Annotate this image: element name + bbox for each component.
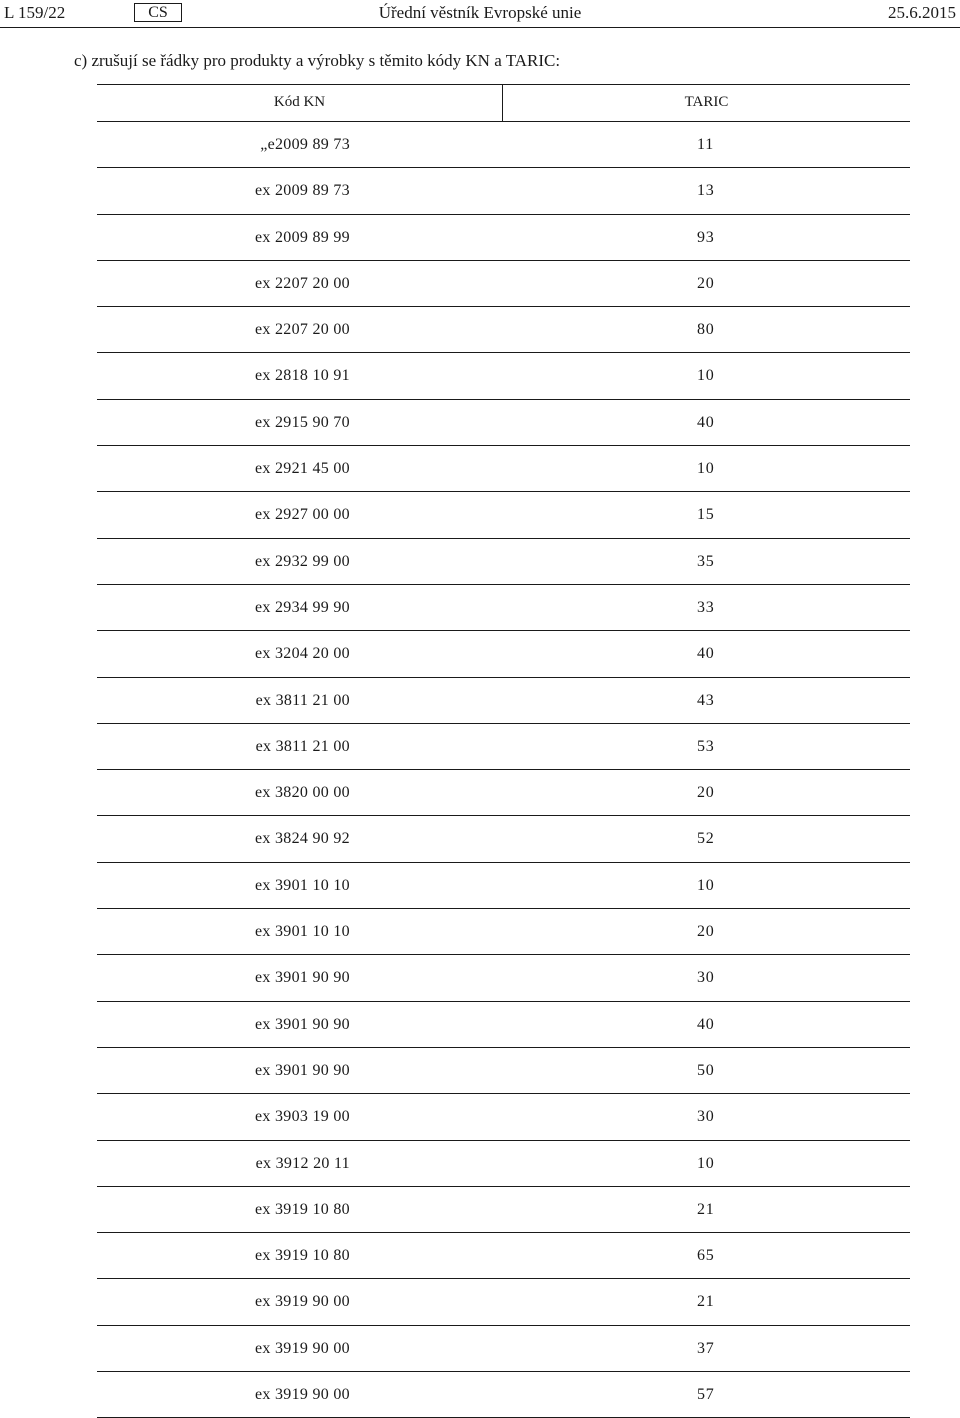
table-row bbox=[97, 215, 910, 261]
kn-code-cell: ex 3901 90 90 bbox=[254, 1015, 350, 1033]
kn-code-cell: ex 2934 99 90 bbox=[254, 598, 350, 616]
table-row bbox=[97, 724, 910, 770]
kn-code-cell: ex 3824 90 92 bbox=[254, 830, 350, 848]
table-row bbox=[97, 307, 910, 353]
taric-code-cell: 10 bbox=[697, 367, 715, 385]
kn-code-cell: ex 3204 20 00 bbox=[254, 645, 350, 663]
kn-code-cell: ex 2009 89 99 bbox=[254, 228, 350, 246]
table-row bbox=[97, 909, 910, 955]
table-row bbox=[97, 678, 910, 724]
kn-code-cell: ex 3919 10 80 bbox=[254, 1200, 350, 1218]
kn-code-cell: ex 2915 90 70 bbox=[254, 413, 350, 431]
kn-code-cell: ex 3903 19 00 bbox=[254, 1108, 350, 1126]
taric-code-cell: 93 bbox=[697, 228, 715, 246]
taric-code-cell: 40 bbox=[697, 645, 715, 663]
taric-code-cell: 53 bbox=[697, 737, 715, 755]
publication-date: 25.6.2015 bbox=[888, 3, 956, 22]
kn-code-cell: ex 3820 00 00 bbox=[254, 784, 350, 802]
table-header bbox=[97, 84, 910, 122]
table-row bbox=[97, 631, 910, 677]
table-row bbox=[97, 955, 910, 1001]
kn-code-cell: ex 3919 90 00 bbox=[254, 1293, 350, 1311]
taric-code-cell: 15 bbox=[697, 506, 715, 524]
kn-code-cell: ex 3901 10 10 bbox=[254, 876, 350, 894]
page-header bbox=[0, 0, 960, 28]
table-row bbox=[97, 1094, 910, 1140]
kn-code-cell: ex 2009 89 73 bbox=[254, 182, 350, 200]
language-code-box: CS bbox=[134, 3, 182, 22]
kn-code-cell: ex 2921 45 00 bbox=[254, 460, 350, 478]
table-row bbox=[97, 446, 910, 492]
taric-code-cell: 10 bbox=[697, 876, 715, 894]
kn-code-cell: ex 3919 10 80 bbox=[254, 1247, 350, 1265]
table-row bbox=[97, 1279, 910, 1325]
kn-code-cell: ex 3919 90 00 bbox=[254, 1386, 350, 1404]
table-row bbox=[97, 816, 910, 862]
table-body bbox=[97, 122, 910, 1418]
kn-code-cell: ex 3919 90 00 bbox=[254, 1339, 350, 1357]
table-row bbox=[97, 770, 910, 816]
taric-code-cell: 21 bbox=[697, 1293, 715, 1311]
taric-code-cell: 21 bbox=[697, 1200, 715, 1218]
kn-code-cell: ex 3912 20 11 bbox=[255, 1154, 350, 1172]
table-row bbox=[97, 585, 910, 631]
taric-code-cell: 35 bbox=[697, 552, 715, 570]
table-row bbox=[97, 1326, 910, 1372]
taric-code-cell: 30 bbox=[697, 1108, 715, 1126]
table-row bbox=[97, 1002, 910, 1048]
taric-code-cell: 43 bbox=[697, 691, 715, 709]
taric-code-cell: 10 bbox=[697, 460, 715, 478]
table-row bbox=[97, 1187, 910, 1233]
kn-code-cell: „e2009 89 73 bbox=[260, 136, 350, 153]
taric-code-cell: 80 bbox=[697, 321, 715, 339]
header-rule bbox=[0, 27, 960, 28]
kn-code-cell: ex 2818 10 91 bbox=[254, 367, 350, 385]
table-row bbox=[97, 1233, 910, 1279]
journal-title: Úřední věstník Evropské unie bbox=[378, 3, 582, 22]
taric-code-cell: 57 bbox=[697, 1386, 715, 1404]
taric-code-cell: 52 bbox=[697, 830, 715, 848]
taric-code-cell: 33 bbox=[697, 598, 715, 616]
table-row bbox=[97, 539, 910, 585]
table-row bbox=[97, 492, 910, 538]
kn-code-cell: ex 2207 20 00 bbox=[254, 321, 350, 339]
column-header-kn: Kód KN bbox=[273, 94, 326, 110]
kn-code-cell: ex 3811 21 00 bbox=[255, 691, 350, 709]
kn-code-cell: ex 3901 10 10 bbox=[254, 923, 350, 941]
table-row bbox=[97, 1141, 910, 1187]
taric-code-cell: 40 bbox=[697, 413, 715, 431]
table-row bbox=[97, 122, 910, 168]
kn-code-cell: ex 2927 00 00 bbox=[254, 506, 350, 524]
taric-code-cell: 65 bbox=[697, 1247, 715, 1265]
taric-code-cell: 20 bbox=[697, 274, 715, 292]
table-row bbox=[97, 863, 910, 909]
codes-table bbox=[97, 84, 910, 1418]
taric-code-cell: 13 bbox=[697, 182, 715, 200]
kn-code-cell: ex 3901 90 90 bbox=[254, 1061, 350, 1079]
intro-paragraph: c) zrušují se řádky pro produkty a výrobky s těmito kódy KN a TARIC: bbox=[74, 51, 561, 70]
taric-code-cell: 10 bbox=[697, 1154, 715, 1172]
kn-code-cell: ex 3901 90 90 bbox=[254, 969, 350, 987]
column-header-taric: TARIC bbox=[684, 94, 729, 110]
table-row bbox=[97, 168, 910, 214]
taric-code-cell: 40 bbox=[697, 1015, 715, 1033]
taric-code-cell: 50 bbox=[697, 1061, 715, 1079]
taric-code-cell: 30 bbox=[697, 969, 715, 987]
table-row bbox=[97, 261, 910, 307]
kn-code-cell: ex 2207 20 00 bbox=[254, 274, 350, 292]
table-row bbox=[97, 1372, 910, 1418]
table-row bbox=[97, 353, 910, 399]
taric-code-cell: 20 bbox=[697, 784, 715, 802]
page-reference: L 159/22 bbox=[4, 3, 66, 22]
table-row bbox=[97, 400, 910, 446]
table-row bbox=[97, 1048, 910, 1094]
kn-code-cell: ex 2932 99 00 bbox=[254, 552, 350, 570]
taric-code-cell: 11 bbox=[697, 136, 715, 153]
taric-code-cell: 37 bbox=[697, 1339, 715, 1357]
kn-code-cell: ex 3811 21 00 bbox=[255, 737, 350, 755]
taric-code-cell: 20 bbox=[697, 923, 715, 941]
